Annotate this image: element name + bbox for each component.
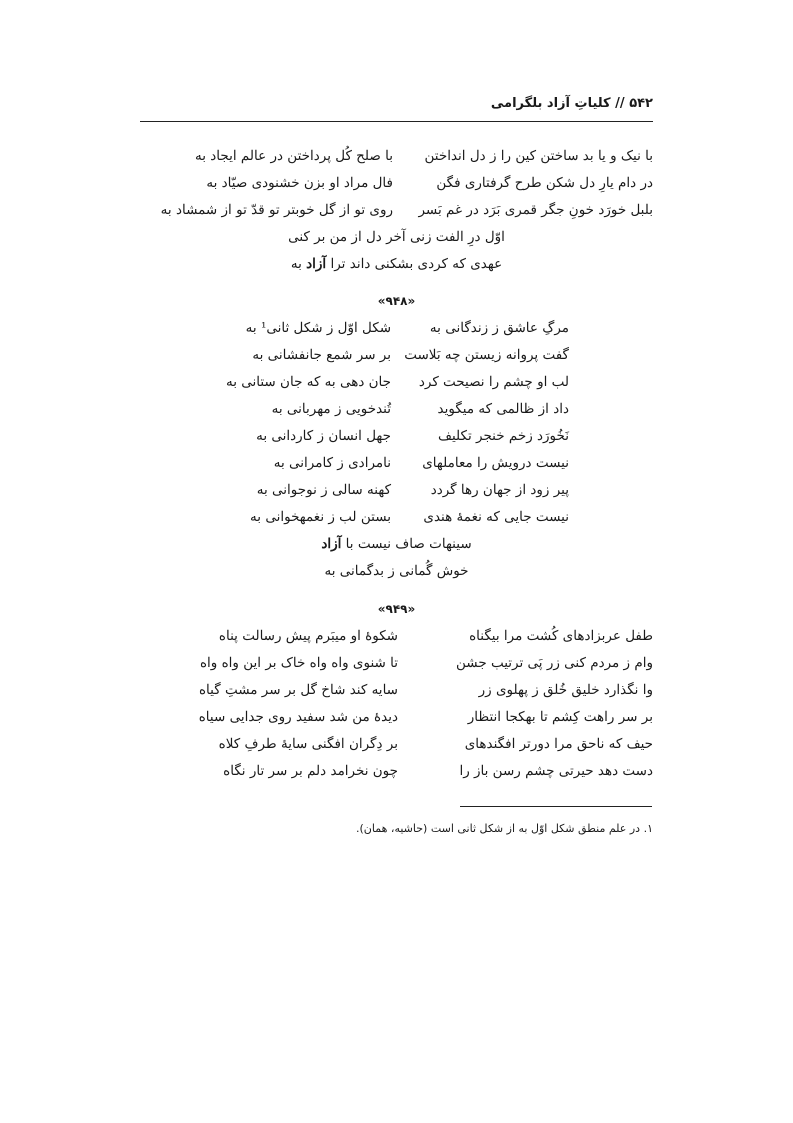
hemistich-first: داد از ظالمی که میگوید (437, 401, 569, 417)
hemistich-second: نامرادی ز کامرانی به (273, 455, 391, 471)
book-title: کلیاتِ آزاد بلگرامی (490, 96, 611, 111)
running-header (140, 96, 653, 120)
footnote-rule (460, 806, 652, 807)
hemistich-second: فال مراد او بزن خشنودی صیّاد به (206, 175, 393, 191)
closing-line: خوش گُمانی ز بدگمانی به (324, 563, 469, 579)
hemistich-first: در دام یارِ دل شکن طرح گرفتاری فگن (436, 175, 653, 191)
hemistich-second: با صلح کُل پرداختن در عالم ایجاد به (194, 148, 393, 164)
couplet (140, 709, 653, 729)
closing-line: اوّل درِ الفت زنی آخر دل از من بر کنی (288, 229, 505, 245)
couplet (224, 509, 569, 529)
header-rule (140, 121, 653, 122)
closing-line-signature (140, 536, 653, 552)
couplet (224, 401, 569, 421)
couplet (140, 763, 653, 783)
hemistich-first: دست دهد حیرتی چشم رسن باز را (459, 763, 653, 779)
couplet (224, 482, 569, 502)
hemistich-second: سایه کند شاخ گل بر سر مشتِ گیاه (198, 682, 398, 698)
hemistich-first: وام ز مردم کنی زر پَی ترتیب جشن (456, 655, 653, 671)
couplet (224, 455, 569, 475)
couplet (140, 655, 653, 675)
pen-name: آزاد (321, 536, 342, 552)
footnote: ۱. در علم منطق شکل اوّل به از شکل ثانی است (حاشیه، همان). (356, 822, 653, 835)
hemistich-second: بستن لب ز نغمهخوانی به (250, 509, 391, 525)
hemistich-first: نیست جایی که نغمهٔ هندی (423, 509, 569, 525)
hemistich-first: بلبل خورَد خونِ جگر قمری بَرَد در غم بَسر (418, 202, 653, 218)
hemistich-first: طفل عربزادهای کُشت مرا بیگناه (469, 628, 653, 644)
hemistich-first: نیست درویش را معاملهای (422, 455, 569, 471)
hemistich-first: مرگِ عاشق ز زندگانی به (429, 320, 569, 336)
hemistich-second: بر دِگران افگنی سایهٔ طرفِ کلاه (218, 736, 398, 752)
closing-text: به (290, 256, 307, 272)
hemistich-first: با نیک و یا بد ساختن کین را ز دل انداختن (424, 148, 653, 164)
hemistich-second: شکوهٔ او میبَرم پیش رسالت پناه (218, 628, 398, 644)
couplet (140, 682, 653, 702)
hemistich-first: پیر زود از جهان رها گردد (430, 482, 569, 498)
couplet (224, 428, 569, 448)
hemistich-second: کهنه سالی ز نوجوانی به (256, 482, 391, 498)
hemistich-second: تا شنوی واه واه خاک بر این واه واه (199, 655, 398, 671)
hemistich-second: روی تو از گل خوبتر تو قدّ تو از شمشاد به (160, 202, 393, 218)
couplet (224, 320, 569, 340)
couplet (224, 347, 569, 367)
hemistich-first: بر سر راهت کِشم تا بهکجا انتظار (467, 709, 653, 725)
header-separator: // (615, 96, 625, 111)
hemistich-first: نَخُورَد زخم خنجر تکلیف (437, 428, 569, 444)
pen-name: آزاد (306, 256, 327, 272)
hemistich-second: تُندخویی ز مهربانی به (271, 401, 391, 417)
closing-line-signature (140, 256, 653, 272)
hemistich-first: لب او چشم را نصیحت کرد (418, 374, 569, 390)
couplet (224, 374, 569, 394)
couplet (140, 628, 653, 648)
hemistich-second: دیدهٔ من شد سفید روی جدایی سیاه (198, 709, 398, 725)
hemistich-second: بر سر شمع جانفشانی به (252, 347, 391, 363)
hemistich-first: حیف که ناحق مرا دورتر افگندهای (464, 736, 653, 752)
hemistich-first: گفت پروانه زیستن چه بَلاست (404, 347, 569, 363)
closing-text: سینهات صاف نیست با (341, 536, 472, 552)
poem-number: «۹۴۹» (377, 602, 416, 616)
hemistich-second: جهل انسان ز کاردانی به (256, 428, 391, 444)
hemistich-second: جان دهی به که جان ستانی به (225, 374, 391, 390)
hemistich-second: شکل اوّل ز شکل ثانی¹ به (245, 320, 391, 336)
poem-number: «۹۴۸» (377, 294, 416, 308)
hemistich-first: وا نگذارد خلیق خُلق ز پهلوی زر (478, 682, 653, 698)
couplet (140, 148, 653, 168)
couplet (140, 175, 653, 195)
couplet (140, 736, 653, 756)
hemistich-second: چون نخرامد دلم بر سر تار نگاه (223, 763, 398, 779)
closing-text: عهدی که کردی بشکنی داند ترا (326, 256, 503, 272)
couplet (140, 202, 653, 222)
page-number: ۵۴۲ (629, 96, 653, 111)
